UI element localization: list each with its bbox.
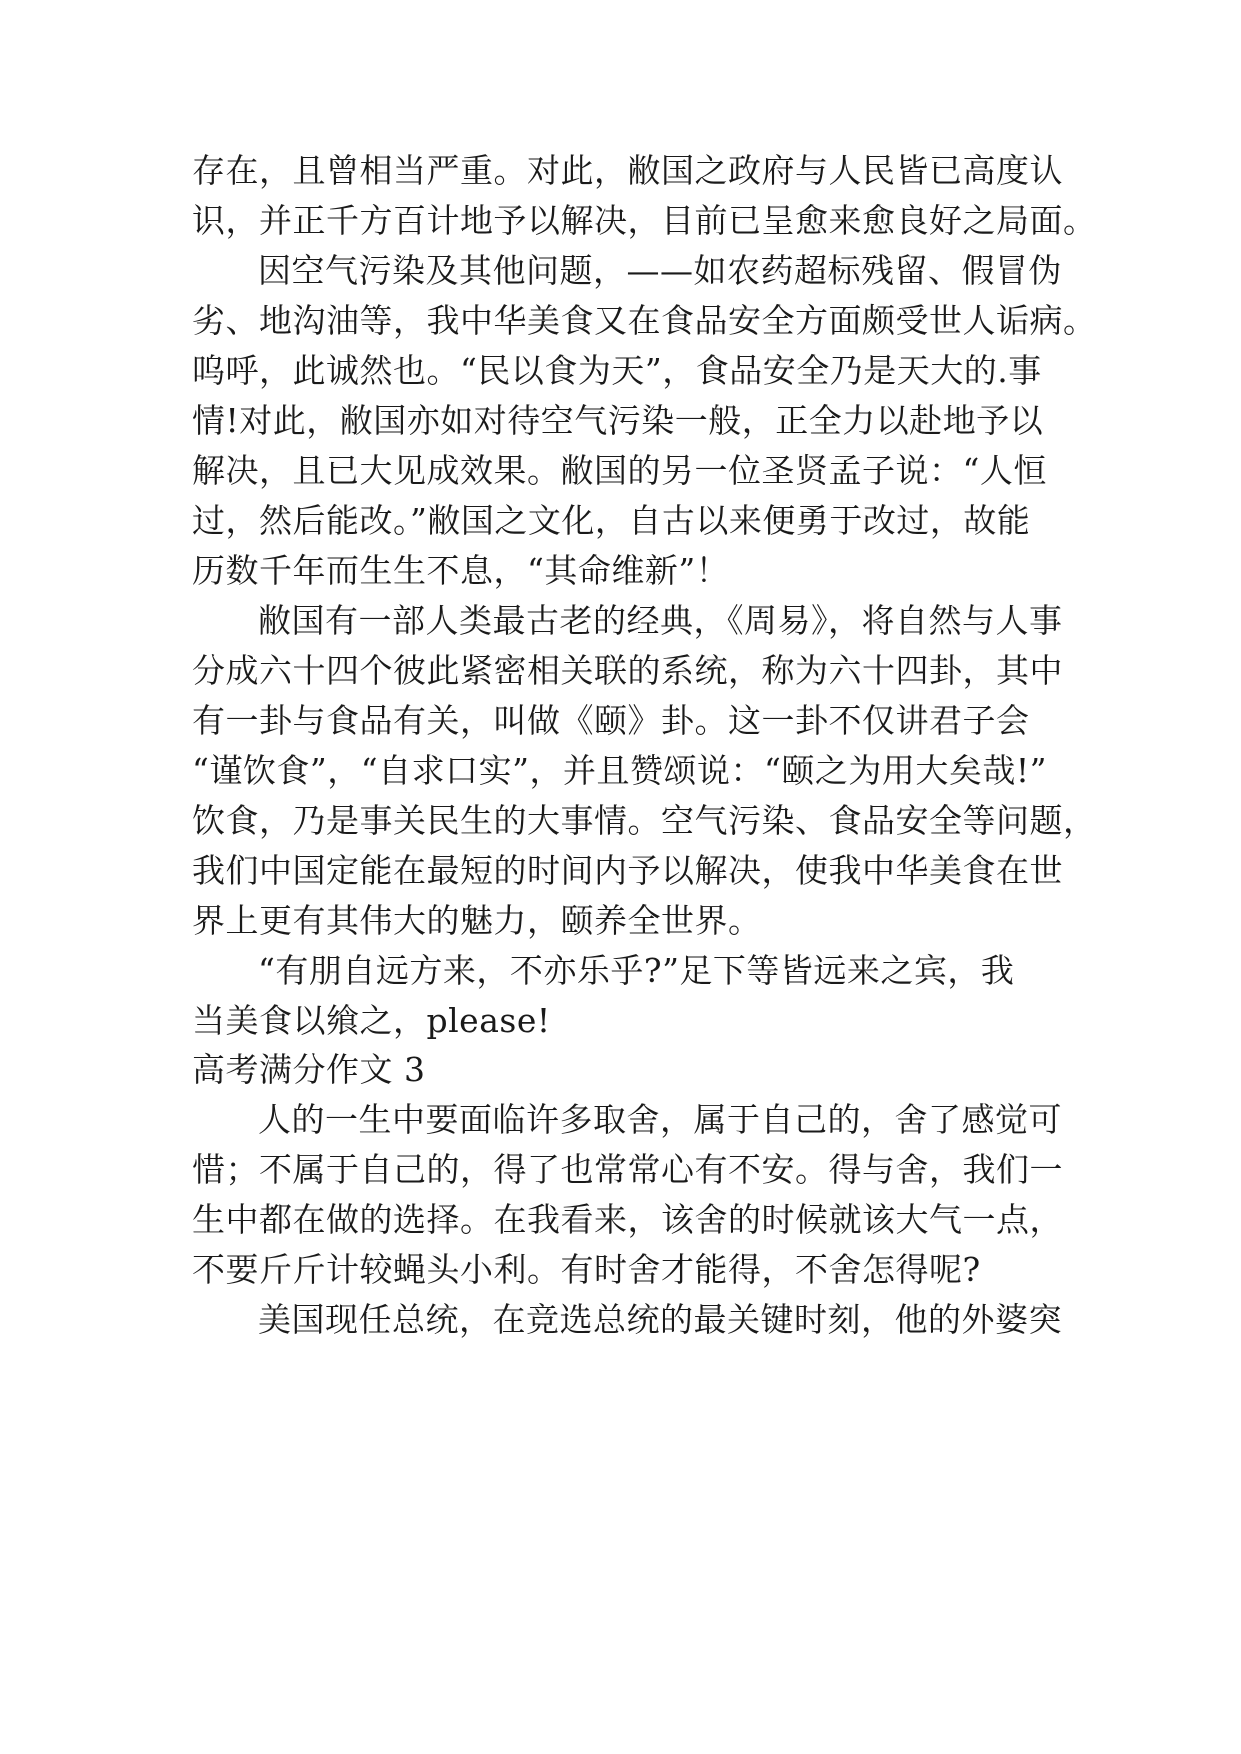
text-line: 呜呼，此诚然也。“民以食为天”，食品安全乃是天大的.事 [192, 351, 1042, 390]
paragraph-start-line: 美国现任总统，在竞选总统的最关键时刻，他的外婆突 [258, 1300, 1062, 1339]
text-line: 界上更有其伟大的魅力，颐养全世界。 [192, 901, 762, 940]
text-line: 当美食以飨之，please! [192, 1001, 551, 1040]
text-line: 我们中国定能在最短的时间内予以解决，使我中华美食在世 [192, 851, 1063, 890]
text-line: 不要斤斤计较蝇头小利。有时舍才能得，不舍怎得呢? [192, 1250, 981, 1289]
section-heading: 高考满分作文 3 [192, 1050, 426, 1089]
text-line: 惜；不属于自己的，得了也常常心有不安。得与舍，我们一 [192, 1150, 1063, 1189]
text-line: 有一卦与食品有关，叫做《颐》卦。这一卦不仅讲君子会 [192, 701, 1030, 740]
paragraph-start-line: “有朋自远方来，不亦乐乎?”足下等皆远来之宾，我 [258, 951, 1015, 990]
text-line: 劣、地沟油等，我中华美食又在食品安全方面颇受世人诟病。 [192, 301, 1097, 340]
text-line: 饮食，乃是事关民生的大事情。空气污染、食品安全等问题， [192, 801, 1097, 840]
text-line: 过，然后能改。”敝国之文化，自古以来便勇于改过，故能 [192, 501, 1031, 540]
text-line: 情!对此，敝国亦如对待空气污染一般，正全力以赴地予以 [192, 401, 1044, 440]
text-line: 解决，且已大见成效果。敝国的另一位圣贤孟子说：“人恒 [192, 451, 1047, 490]
text-line: 生中都在做的选择。在我看来，该舍的时候就该大气一点， [192, 1200, 1063, 1239]
paragraph-start-line: 因空气污染及其他问题，——如农药超标残留、假冒伪 [258, 251, 1062, 290]
text-line: “谨饮食”，“自求口实”，并且赞颂说：“颐之为用大矣哉!” [192, 751, 1047, 790]
text-line: 存在，且曾相当严重。对此，敝国之政府与人民皆已高度认 [192, 151, 1063, 190]
paragraph-start-line: 人的一生中要面临许多取舍，属于自己的，舍了感觉可 [258, 1100, 1062, 1139]
paragraph-start-line: 敝国有一部人类最古老的经典，《周易》，将自然与人事 [258, 601, 1063, 640]
text-line: 历数千年而生生不息，“其命维新”！ [192, 551, 730, 590]
text-line: 分成六十四个彼此紧密相关联的系统，称为六十四卦，其中 [192, 651, 1063, 690]
text-line: 识，并正千方百计地予以解决，目前已呈愈来愈良好之局面。 [192, 201, 1097, 240]
